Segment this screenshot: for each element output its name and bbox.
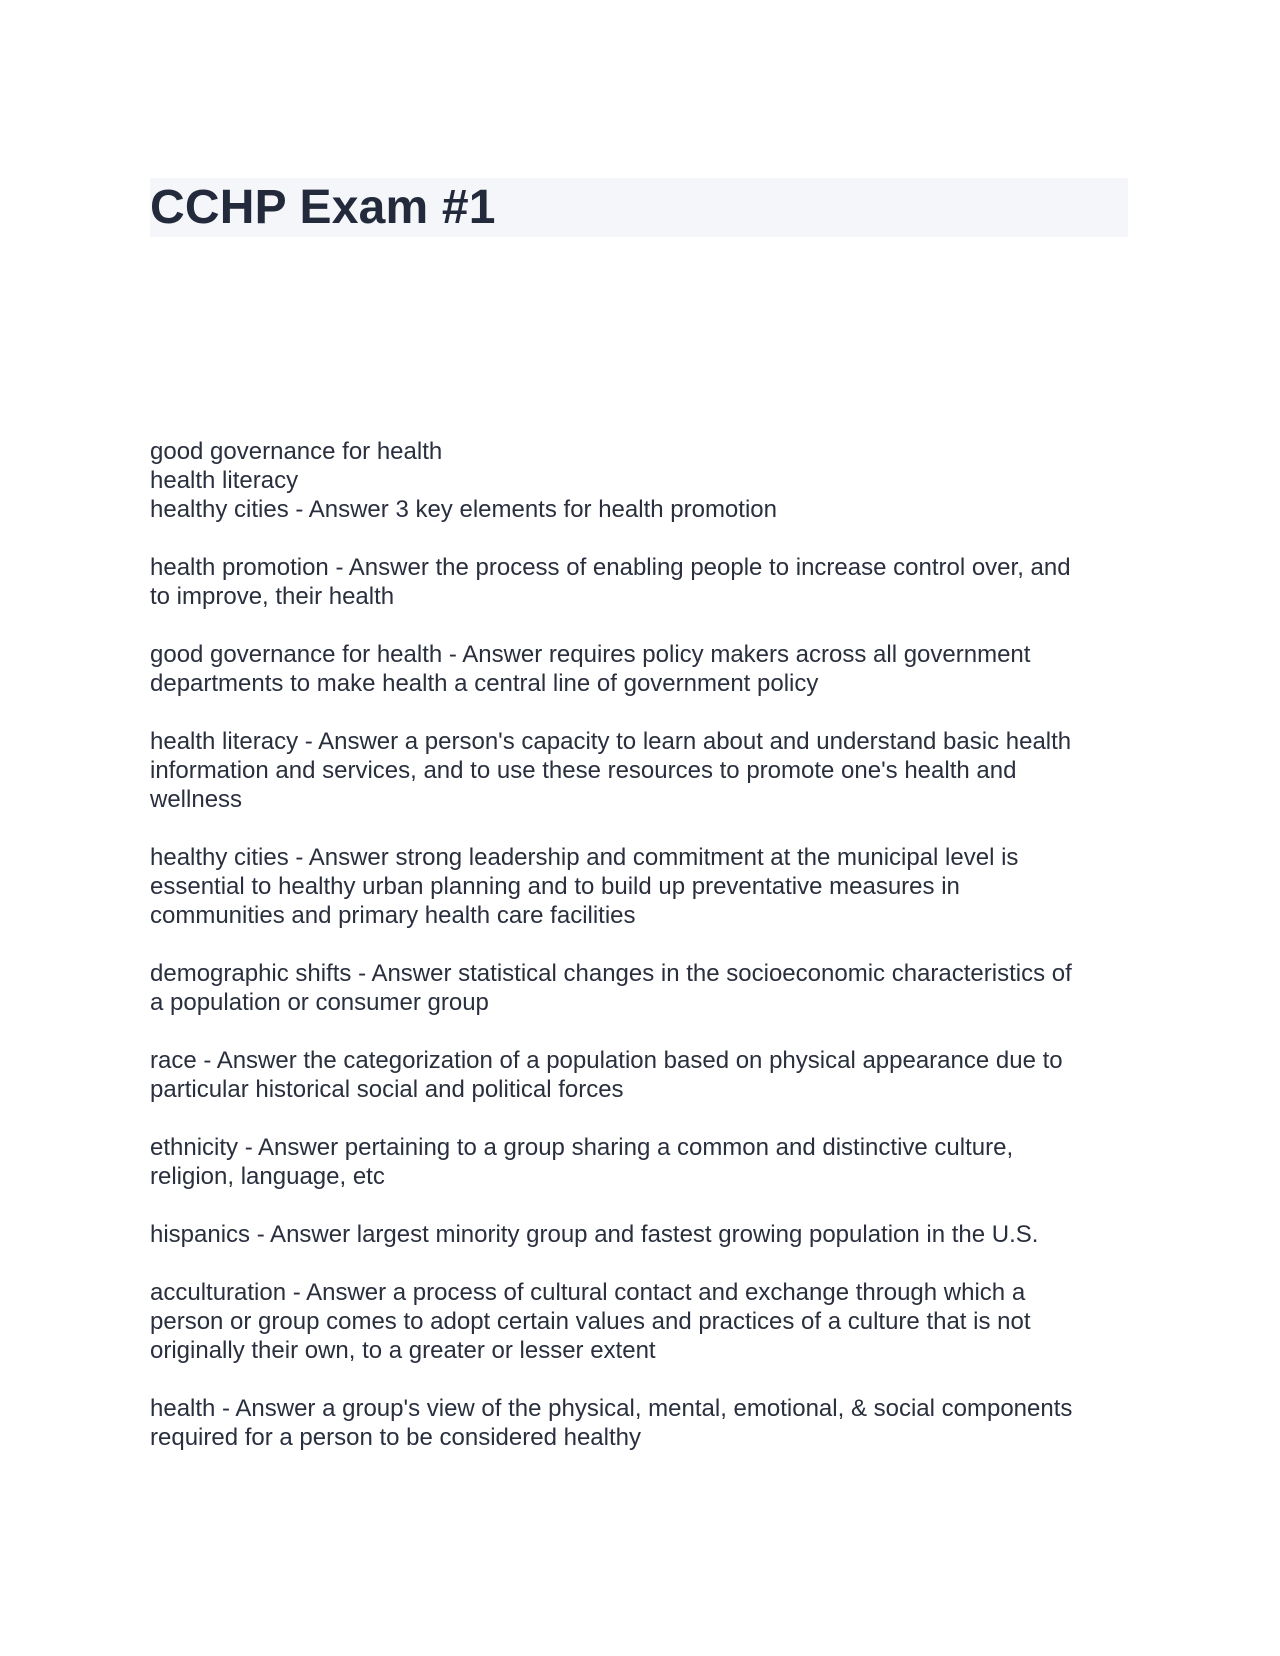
- paragraph: [150, 1046, 1130, 1104]
- text-line: religion, language, etc: [150, 1163, 385, 1190]
- paragraph: [150, 843, 1130, 930]
- text-line: essential to healthy urban planning and to build up preventative measures in: [150, 873, 960, 900]
- text-line: hispanics - Answer largest minority group and fastest growing population in the U.S.: [150, 1221, 1039, 1248]
- text-line: healthy cities - Answer 3 key elements for health promotion: [150, 496, 777, 523]
- text-line: race - Answer the categorization of a population based on physical appearance due to: [150, 1047, 1063, 1074]
- paragraph: [150, 437, 1130, 524]
- text-line: health literacy: [150, 467, 299, 494]
- paragraph: [150, 1394, 1130, 1452]
- text-line: ethnicity - Answer pertaining to a group sharing a common and distinctive culture,: [150, 1134, 1014, 1161]
- page-title: CCHP Exam #1: [150, 181, 496, 234]
- document-body: [150, 437, 1130, 1481]
- text-line: healthy cities - Answer strong leadership and commitment at the municipal level is: [150, 844, 1019, 871]
- text-line: health promotion - Answer the process of enabling people to increase control over, and: [150, 554, 1071, 581]
- paragraph: [150, 959, 1130, 1017]
- text-line: originally their own, to a greater or lesser extent: [150, 1337, 656, 1364]
- text-line: health literacy - Answer a person's capacity to learn about and understand basic health: [150, 728, 1072, 755]
- text-line: demographic shifts - Answer statistical changes in the socioeconomic characteristics of: [150, 960, 1072, 987]
- paragraph: [150, 553, 1130, 611]
- text-line: to improve, their health: [150, 583, 395, 610]
- text-line: person or group comes to adopt certain values and practices of a culture that is not: [150, 1308, 1031, 1335]
- text-line: good governance for health - Answer requires policy makers across all government: [150, 641, 1031, 668]
- text-line: departments to make health a central line of government policy: [150, 670, 819, 697]
- text-line: acculturation - Answer a process of cultural contact and exchange through which a: [150, 1279, 1026, 1306]
- text-line: required for a person to be considered healthy: [150, 1424, 641, 1451]
- text-line: communities and primary health care facilities: [150, 902, 636, 929]
- text-line: good governance for health: [150, 438, 443, 465]
- text-line: a population or consumer group: [150, 989, 489, 1016]
- text-line: particular historical social and political forces: [150, 1076, 624, 1103]
- paragraph: [150, 727, 1130, 814]
- text-line: health - Answer a group's view of the physical, mental, emotional, & social components: [150, 1395, 1073, 1422]
- paragraph: [150, 640, 1130, 698]
- paragraph: [150, 1220, 1130, 1249]
- paragraph: [150, 1133, 1130, 1191]
- paragraph: [150, 1278, 1130, 1365]
- text-line: information and services, and to use these resources to promote one's health and: [150, 757, 1017, 784]
- text-line: wellness: [150, 786, 243, 813]
